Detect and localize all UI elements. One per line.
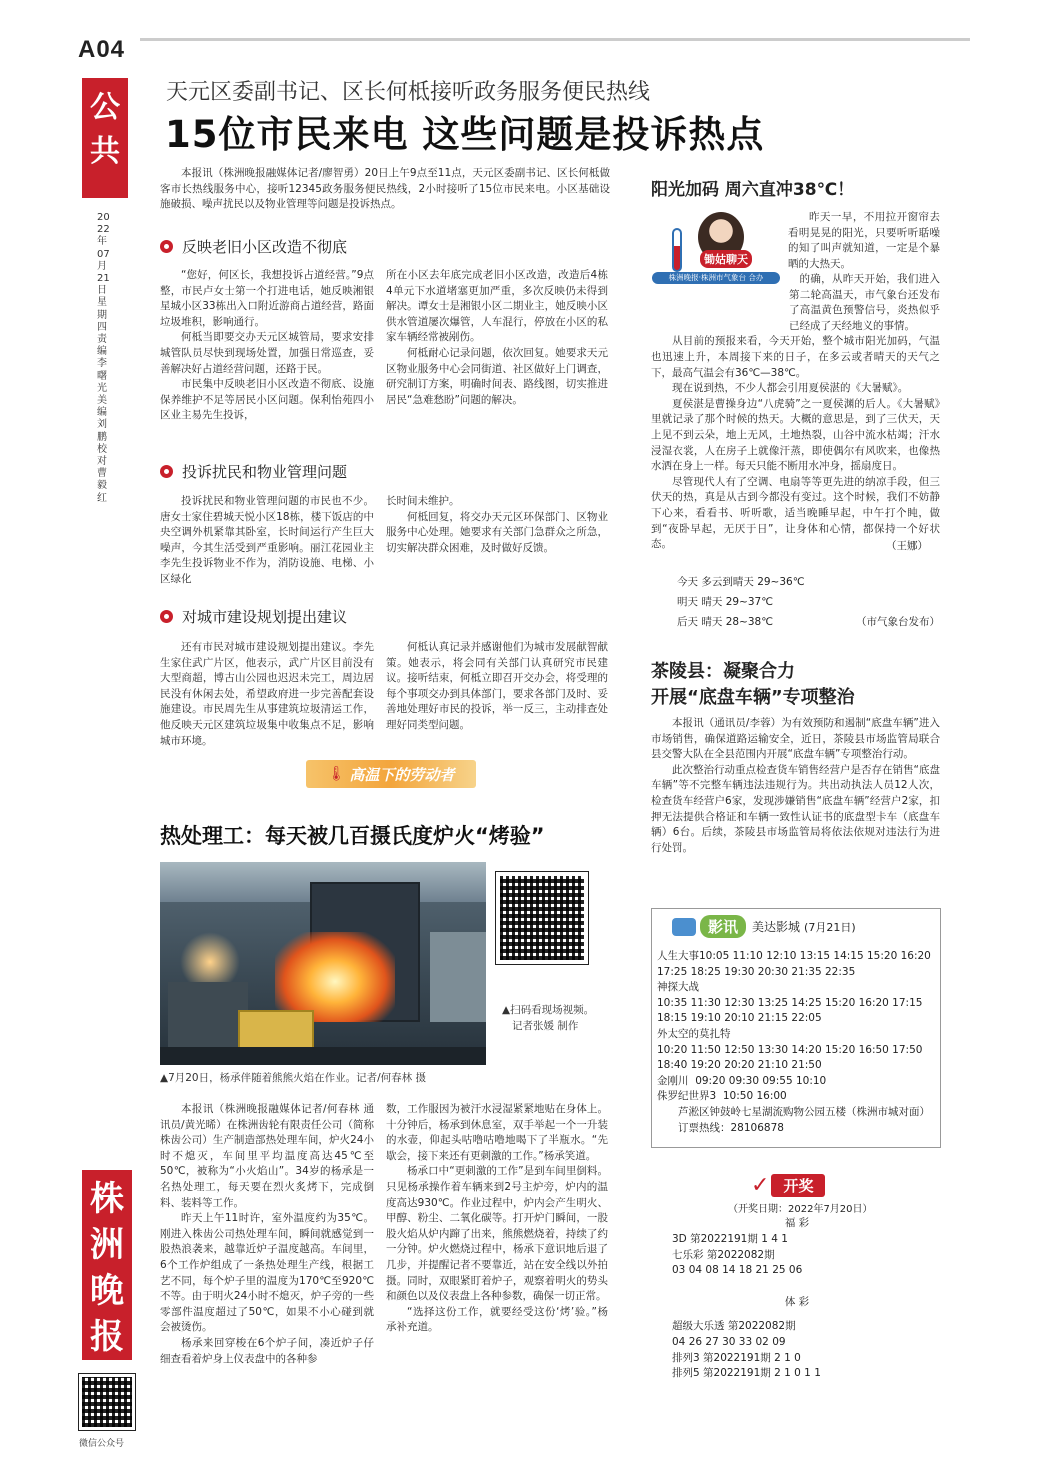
heat-col1: 本报讯（株洲晚报融媒体记者/何春林 通讯员/黄光晞）在株洲齿轮有限责任公司（简称株齿公司）生产制造部热处理车间，炉火24小时不熄灭，车间里平均温度高达45℃至50℃，被称为“小火焰山”。34岁的杨承是一名热处理工，每天要在烈火炙烤下，完成倒料、装料等工作。 昨天上午11时许，室外温度约为35℃。刚进入株齿公司热处理车间，瞬间就感觉到一股热浪袭来，越靠近炉子温度越高。车间里，6个工作炉组成了一条热处理生产线，根据工艺不同，每个炉子里的温度为170℃至920℃不等。由于明火24小时不熄灭，炉子旁的一些零部件温度超过了50℃，如果不小心碰到就会被烫伤。 杨承来回穿梭在6个炉子间，凑近炉子仔细查看着炉身上仪表盘中的各种参 [160,1103,374,1365]
lead-intro: 本报讯（株洲晚报融媒体记者/廖智勇）20日上午9点至11点，天元区委副书记、区长何柢做客市长热线服务中心，接听12345政务服务便民热线，2小时接听了15位市民来电。小区基础设施破损、噪声扰民以及物业管理等问题是投诉热点。 [160,167,610,211]
photo-caption: ▲7月20日，杨承伴随着熊熊火焰在作业。记者/何春林 摄 [160,1072,426,1084]
list-item: 排列5 第2022191期 2 1 0 1 1 [672,1367,821,1380]
film-camera-icon [672,918,696,936]
bullet-icon [160,240,173,253]
column-badge: 锄姑聊天 株洲晚报·株洲市气象台 合办 [652,210,780,290]
weather-title: 阳光加码 周六直冲38℃！ [651,180,855,200]
weather-body: 的确，从昨天开始，我们进入第二轮高温天，市气象台还发布了高温黄色预警信号，炎热似乎已经成了天经地义的事情。 从目前的预报来看，今天开始，整个城市阳光加码，气温也迅速上升，本周接下来的日子，在多云或者晴天的天气之下，最高气温会有36℃—38℃。 现在说到热，不少人都会引用夏侯湛的《大暑赋》。 夏侯湛是曹操身边“八虎骑”之一夏侯渊的后人。《大暑赋》里就记录了那个时候的热天。大概的意思是，到了三伏天，天上见不到云朵，地上无风，土地热裂，山谷中流水枯竭；汗水浸湿衣裳，人在房子上就像汗蒸，即使偶尔有风吹来，也像热水洒在身上一样。每天只能不断用水冲身，摇扇度日。 尽管现代人有了空调、电扇等等更先进的纳凉手段，但三伏天的热，真是从古到今都没有变过。这个时候，我们不妨静下心来，看看书、听听歌，适当晚睡早起，中午打个盹，做到“夜卧早起，无厌于日”，让身体和心情，都保持一个好状态。 （王娜） [651,273,940,552]
cinema-box [651,908,941,1148]
list-item: 侏罗纪世界3 10:50 16:00 [657,1090,787,1103]
forecast-row: 后天 晴天 28~38℃ （市气象台发布） [677,616,940,628]
section-heading-2: 投诉扰民和物业管理问题 [160,461,347,482]
list-item: 03 04 08 14 18 21 25 06 [672,1264,803,1277]
section2-col1: 投诉扰民和物业管理问题的市民也不少。唐女士家住碧城天悦小区18栋，楼下饭店的中央空调外机紧靠其卧室，长时间运行产生巨大噪声，今其生活受到严重影响。丽江花园业主李先生投诉物业不作为，消防设施、电梯、小区绿化 [160,495,374,585]
section1-col2: 所在小区去年底完成老旧小区改造，改造后4栋4单元下水道堵塞更加严重，多次反映仍未得到解决。谭女士是湘银小区二期业主，她反映小区供水管道屡次爆管，人车混行，停放在小区的私家车辆经常被剐伤。 何柢耐心记录问题，依次回复。她要求天元区物业服务中心会同街道、社区做好上门调查，研究制订方案，明确时间表、路线图，切实推进居民“急难愁盼”问题的解决。 [386,269,608,406]
newspaper-logo: 株洲晚报 [82,1170,132,1360]
lottery-results: 福 彩 3D 第2022191期 1 4 1 七乐彩 第2022082期 03 04 08 14 18 21 25 06 体 彩 超级大乐透 第2022082期 04 26 27 30 33 02 09 排列3 第2022191期 2 1 0 排列5 第2022191期 2 1 0 1 1 [672,1216,922,1382]
list-item: 04 26 27 30 33 02 09 [672,1335,786,1348]
forecast-row: 今天 多云到晴天 29~36℃ [677,576,805,588]
main-headline: 15位市民来电 这些问题是投诉热点 [165,113,765,156]
thermometer-icon [672,228,682,272]
showtimes: 人生大事10:05 11:10 12:10 13:15 14:15 15:20 16:20 17:25 18:25 19:30 20:30 21:35 22:35 神探大战 10:35 11:30 12:30 13:25 14:25 15:20 16:20 17:15 18:15 19:10 20:10 21:15 22:05 外太空的莫扎特 10:20 11:50 12:50 13:30 14:20 15:20 16:50 17:50 18:40 19:20 20:20 21:10 21:50 金刚川 09:20 09:30 09:55 10:10 侏罗纪世界3 10:50 16:00 芦淞区钟鼓岭七星湖流购物公园五楼（株洲市城对面） 订票热线：28106878 [657,949,937,1136]
list-item: 人生大事10:05 11:10 12:10 13:15 14:15 15:20 16:20 17:25 18:25 19:30 20:30 21:35 22:35 [657,950,931,978]
dateline: 2022年07月21日 星期四 责编李曙光 美编刘鹏 校对曹毅红 [97,212,110,504]
top-rule [140,38,970,41]
cinema-header: 影讯 美达影城 (7月21日) [672,915,856,938]
section1-col1: “您好，何区长，我想投诉占道经营。”9点整，市民卢女士第一个打进电话，她反映湘银星城小区33栋出入口附近游商占道经营，路面垃圾堆积，影响通行。 何柢当即要交办天元区城管局，要求安排城管队员尽快到现场处置，加强日常巡查，妥善解决好占道经营问题，还路于民。 市民集中反映老旧小区改造不彻底、设施保养维护不足等居民小区问题。保利怡苑四小区业主易先生投诉， [160,269,374,422]
thermometer-icon: 🌡 [327,766,346,782]
section-tab: 公共 [82,78,128,198]
list-item: 金刚川 09:20 09:30 09:55 10:10 [657,1074,827,1087]
forecast-row: 明天 晴天 29~37℃ [677,596,773,608]
factory-photo [160,862,486,1065]
bullet-icon [160,465,173,478]
qr-caption: ▲扫码看现场视频。 记者张媛 制作 [502,1004,595,1032]
chaling-title-2: 开展“底盘车辆”专项整治 [651,687,855,708]
list-item: 神探大战 10:35 11:30 12:30 13:25 14:25 15:20 16:20 17:15 18:15 19:10 20:10 21:15 22:05 [657,981,923,1025]
series-banner: 🌡 高温下的劳动者 [306,760,476,788]
kicker: 天元区委副书记、区长何柢接听政务服务便民热线 [166,80,651,105]
list-item: 外太空的莫扎特 10:20 11:50 12:50 13:30 14:20 15:20 16:50 17:50 18:40 19:20 20:20 21:10 21:50 [657,1027,923,1072]
heat-col2: 数，工作服因为被汗水浸湿紧紧地贴在身体上。十分钟后，杨承到休息室，双手举起一个一升装的水壶，仰起头咕噜咕噜地喝下了半瓶水。“先歇会，接下来还有更刺激的工作。”杨承笑道。 杨承口中“更刺激的工作”是到车间里倒料。只见杨承操作着车辆来到2号主炉旁，炉内的温度高达930℃。作业过程中，炉内会产生明火、甲醇、粉尘、二氧化碳等。打开炉门瞬间，一股股火焰从炉内蹿了出来，熊熊燃烧着，持续了约一分钟。炉火燃烧过程中，杨承下意识地后退了几步，并提醒记者不要靠近，站在安全线以外拍摄。同时，双眼紧盯着炉子，观察着明火的势头和颜色以及仪表盘上各种参数，确保一切正常。 “选择这份工作，就要经受这份‘烤’验。”杨承补充道。 [386,1103,608,1334]
list-item: 超级大乐透 第2022082期 [672,1319,796,1332]
chaling-body: 本报讯（通讯员/李蓉）为有效预防和遏制“底盘车辆”进入市场销售，确保道路运输安全，近日，茶陵县市场监管局联合县交警大队在全县范围内开展“底盘车辆”专项整治行动。 此次整治行动重点检查货车销售经营户是否存在销售“底盘车辆”等不完整车辆违法违规行为。共出动执法人员12人次，检查货车经营户6家，发现涉嫌销售“底盘车辆”经营户2家，扣押无法提供合格证和车辆一致性认证书的底盘型卡车（底盘车辆）6台。后续，茶陵县市场监管局将依法依规对违法行为进行处罚。 [651,717,940,854]
bullet-icon [160,610,173,623]
section-heading-1: 反映老旧小区改造不彻底 [160,236,347,257]
page-number: A04 [78,36,126,63]
lottery-badge: ✓ 开奖 [751,1173,825,1198]
section-heading-3: 对城市建设规划提出建议 [160,606,347,627]
wechat-label: 微信公众号 [79,1439,125,1449]
video-qr-code[interactable] [496,872,588,964]
heat-headline: 热处理工：每天被几百摄氏度炉火“烤验” [160,824,545,848]
list-item: 排列3 第2022191期 2 1 0 [672,1351,801,1364]
section3-col1: 还有市民对城市建设规划提出建议。李先生家住武广片区，他表示，武广片区目前没有大型商超，博古山公园也迟迟未完工，周边居民没有休闲去处，希望政府进一步完善配套设施建设。市民周先生从事建筑垃圾清运工作，他反映天元区建筑垃圾集中收集点不足，影响城市环境。 [160,641,374,747]
forecast-table [677,572,940,632]
section3-col2: 何柢认真记录并感谢他们为城市发展献智献策。她表示，将会同有关部门认真研究市民建议。接听结束，何柢立即召开交办会，将受理的每个事项交办到具体部门，要求各部门及时、妥善地处理好市民的投诉，举一反三，主动排查处理好同类型问题。 [386,641,608,731]
wechat-qr-code[interactable] [79,1374,135,1430]
list-item: 3D 第2022191期 1 4 1 [672,1232,788,1245]
checkmark-icon: ✓ [751,1173,770,1198]
weather-top-text: 昨天一早，不用拉开窗帘去看明晃晃的阳光，只要听听聒噪的知了叫声就知道，一定是个暴晒的大热天。 [788,211,940,270]
section2-col2: 长时间未维护。 何柢回复，将交办天元区环保部门、区物业服务中心处理。她要求有关部门急群众之所急，切实解决群众困难，及时做好反馈。 [386,495,608,554]
chaling-title-1: 茶陵县：凝聚合力 [651,661,795,682]
lottery-date: （开奖日期：2022年7月20日） [728,1204,873,1215]
list-item: 七乐彩 第2022082期 [672,1248,775,1261]
